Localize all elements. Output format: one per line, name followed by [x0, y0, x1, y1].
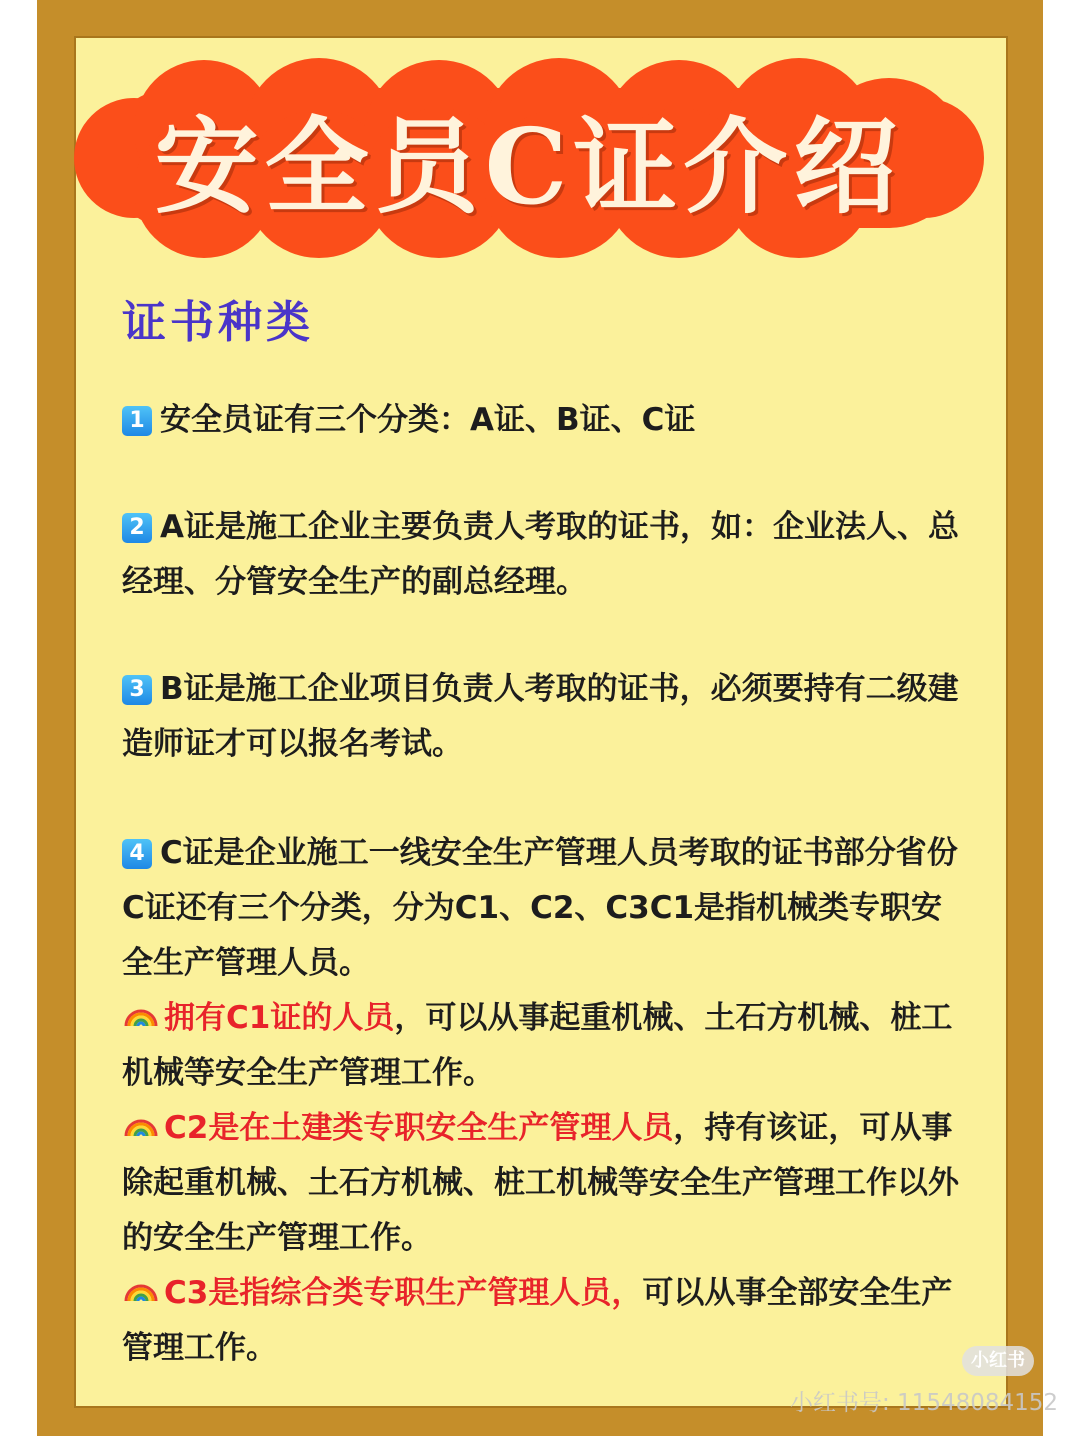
list-item: 4 C证是企业施工一线安全生产管理人员考取的证书部分省份C证还有三个分类，分为C1、C2、C3C1是指机械类专职安全生产管理人员。 拥有C1证的人员，可以从事起重机械、土石方机械、桩工机械等安全生产管理工作。 C2是在土建类专职安全生产管理人员，持有该证，可从事除起重机械、土石方机械、桩工机械等安全生产管理工作以外的安全生产管理工作。 C3是指综合类专职生产管理人员，可以从事全部安全生产管理工作。 [122, 826, 962, 1376]
sub-list-item: C3是指综合类专职生产管理人员，可以从事全部安全生产管理工作。 [122, 1275, 953, 1366]
number-three-icon: 3 [122, 675, 152, 705]
page-title: 安全员C证介绍 [154, 105, 904, 228]
list-item: 1 安全员证有三个分类：A证、B证、C证 [122, 393, 962, 448]
number-two-icon: 2 [122, 513, 152, 543]
number-four-icon: 4 [122, 839, 152, 869]
rainbow-icon [122, 1000, 160, 1030]
list-item: 3 B证是施工企业项目负责人考取的证书，必须要持有二级建造师证才可以报名考试。 [122, 671, 959, 762]
list-item: 2 A证是施工企业主要负责人考取的证书，如：企业法人、总经理、分管安全生产的副总经理。 [122, 509, 959, 600]
watermark-account-id: 小红书号: 11548084152 [790, 1390, 1059, 1416]
section-title: 证书种类 [122, 297, 314, 348]
sub-list-item: 拥有C1证的人员，可以从事起重机械、土石方机械、桩工机械等安全生产管理工作。 [122, 1000, 953, 1091]
rainbow-icon [122, 1275, 160, 1305]
rainbow-icon [122, 1110, 160, 1140]
xiaohongshu-logo: 小红书 [962, 1346, 1034, 1376]
number-one-icon: 1 [122, 406, 152, 436]
sub-list-item: C2是在土建类专职安全生产管理人员，持有该证，可从事除起重机械、土石方机械、桩工机械等安全生产管理工作以外的安全生产管理工作。 [122, 1110, 959, 1256]
